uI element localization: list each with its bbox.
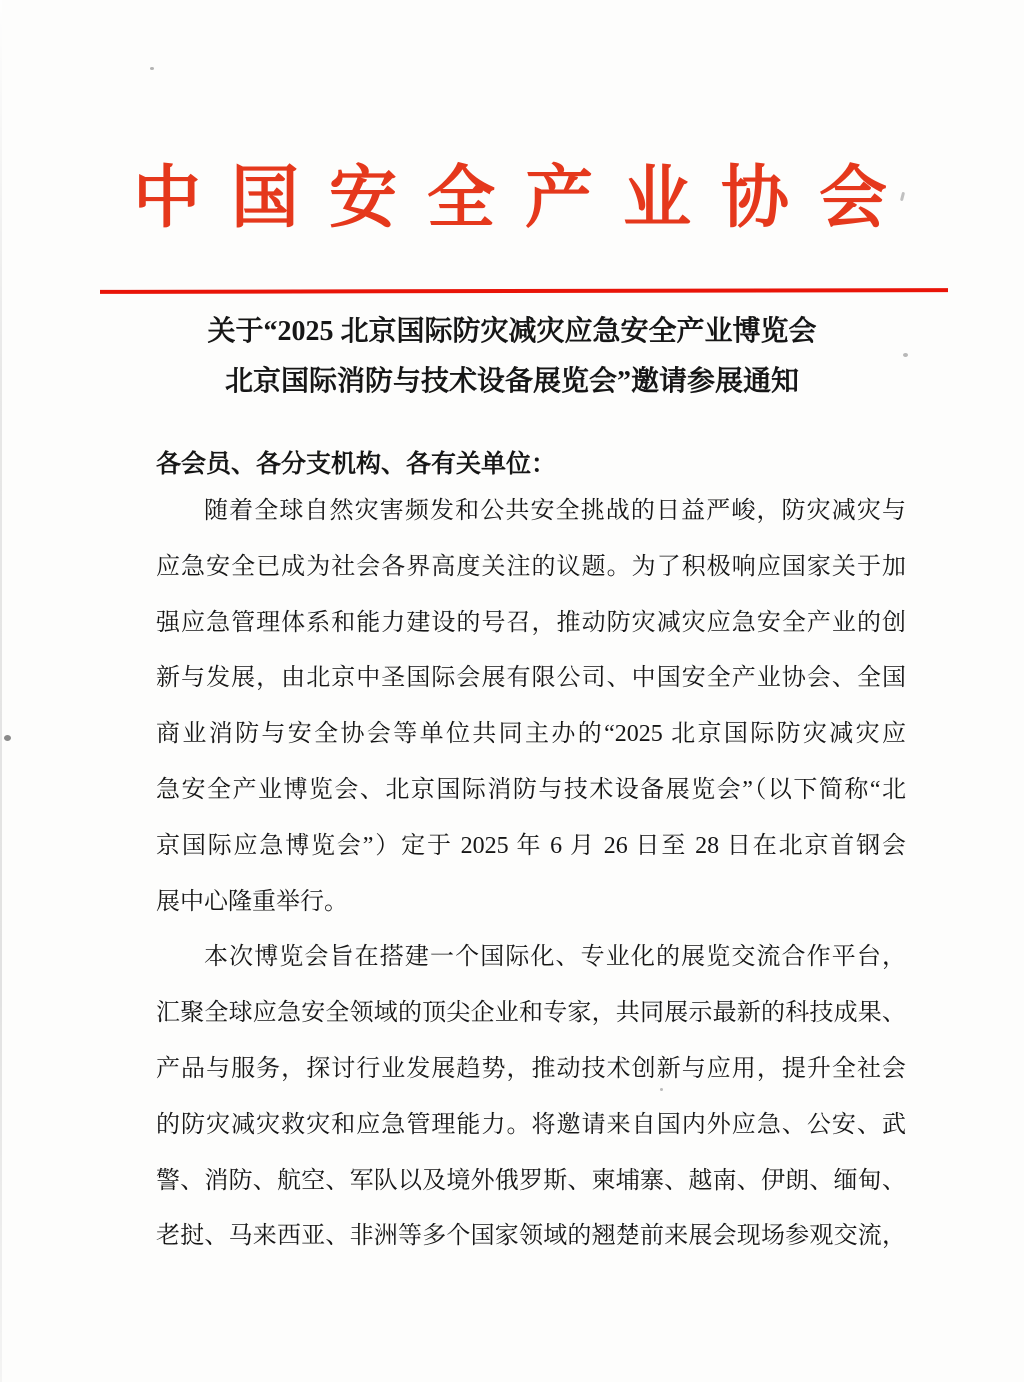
paragraph1-line: 随着全球自然灾害频发和公共安全挑战的日益严峻，防灾减灾与 [204,498,906,524]
paragraph1-line: 展中心隆重举行。 [156,888,348,915]
salutation: 各会员、各分支机构、各有关单位： [156,451,557,478]
scan-speck [4,735,11,741]
header-org-name: 中国安全产业协会 [132,160,917,236]
paragraph2-line: 老挝、马来西亚、非洲等多个国家领域的翘楚前来展会现场参观交流， [156,1223,906,1250]
paragraph2-line: 本次博览会旨在搭建一个国际化、专业化的展览交流合作平台， [204,944,906,971]
header-red-rule [100,288,948,294]
doc-title-line-2: 北京国际消防与技术设备展览会”邀请参展通知 [224,366,799,397]
paragraph2-line: 汇聚全球应急安全领域的顶尖企业和专家，共同展示最新的科技成果、 [156,1000,906,1027]
paragraph1-line: 商业消防与安全协会等单位共同主办的“2025 北京国际防灾减灾应 [156,721,906,748]
doc-title-line-1: 关于“2025 北京国际防灾减灾应急安全产业博览会 [207,316,817,347]
paragraph1-line: 京国际应急博览会”）定于 2025 年 6 月 26 日至 28 日在北京首钢会 [156,832,906,859]
paragraph2-line: 产品与服务，探讨行业发展趋势，推动技术创新与应用，提升全社会 [156,1055,906,1082]
paragraph2-line: 警、消防、航空、军队以及境外俄罗斯、柬埔寨、越南、伊朗、缅甸、 [156,1167,906,1194]
paragraph1-line: 新与发展，由北京中圣国际会展有限公司、中国安全产业协会、全国 [156,665,906,692]
paragraph1-line: 急安全产业博览会、北京国际消防与技术设备展览会”（以下简称“北 [156,776,906,803]
paragraph2-line: 的防灾减灾救灾和应急管理能力。将邀请来自国内外应急、公安、武 [156,1111,906,1138]
paragraph1-line: 强应急管理体系和能力建设的号召，推动防灾减灾应急安全产业的创 [156,609,906,636]
document-body [156,484,906,1265]
scan-speck [150,67,154,70]
paragraph1-line: 应急安全已成为社会各界高度关注的议题。为了积极响应国家关于加 [156,553,906,580]
scan-speck [903,353,908,357]
